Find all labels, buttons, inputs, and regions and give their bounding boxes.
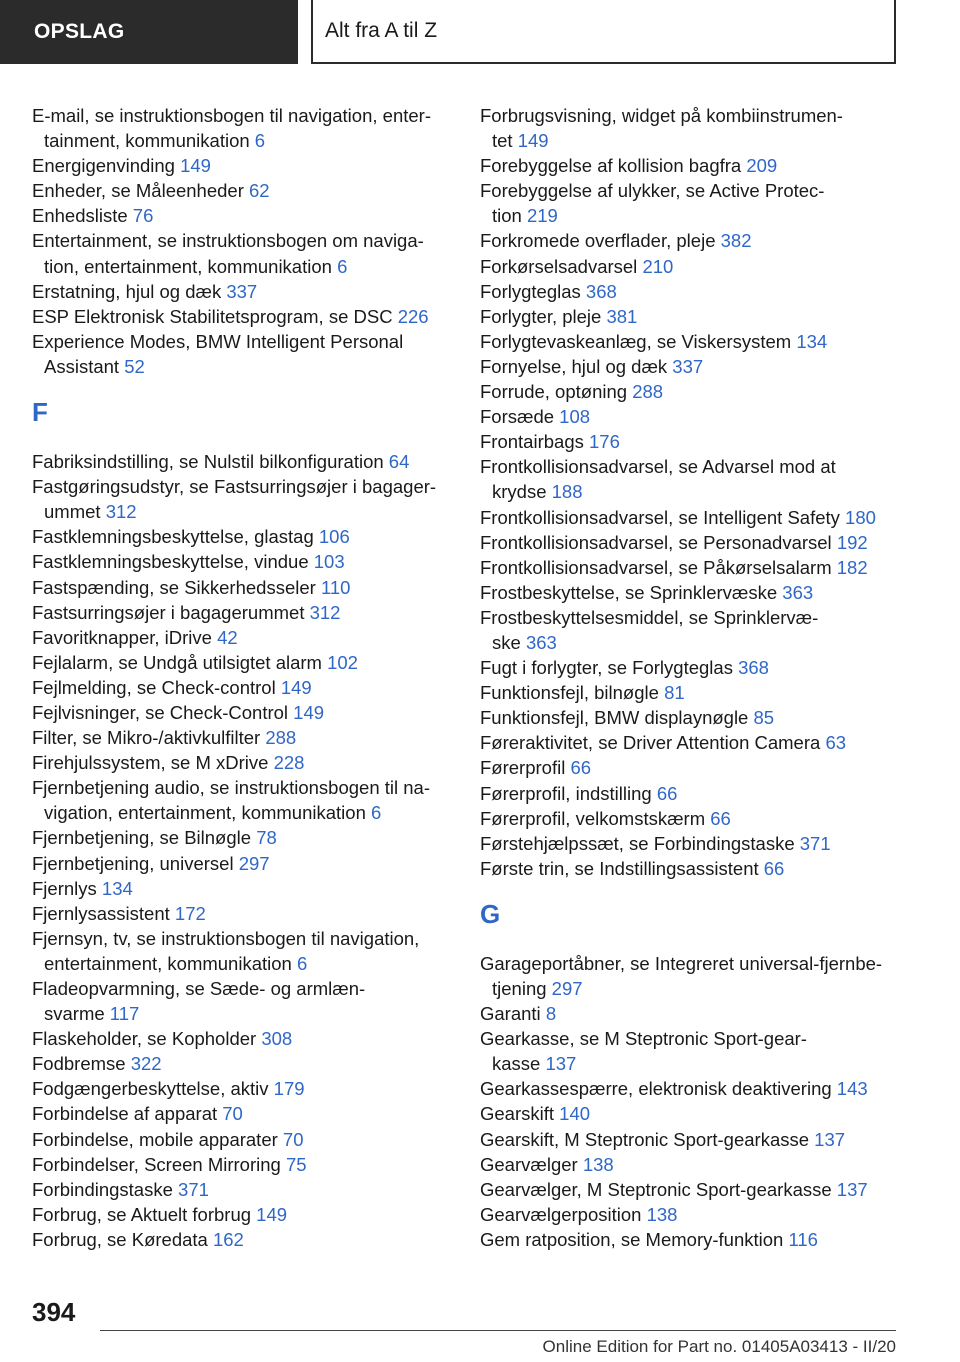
index-entry: [480, 228, 900, 253]
index-entry-text: Forbindelse af apparat: [32, 1103, 218, 1125]
page-reference-link[interactable]: 6: [371, 802, 382, 824]
index-entry: [32, 700, 452, 725]
index-entry: [32, 926, 452, 976]
index-entry-line: tjening: [492, 978, 547, 999]
page-reference-link[interactable]: 62: [249, 180, 270, 202]
index-entry-text: Gearvælgerposition: [480, 1203, 642, 1225]
page-reference-link[interactable]: 312: [105, 501, 137, 523]
index-entry-text: Førerprofil, indstilling: [480, 782, 652, 804]
index-entry: [32, 1177, 452, 1202]
index-entry-line: Frostbeskyttelsesmiddel, se Sprinklervæ-: [480, 606, 819, 628]
page-reference-link[interactable]: 308: [261, 1028, 293, 1050]
page-reference-link[interactable]: 138: [646, 1203, 678, 1225]
page-reference-link[interactable]: 188: [551, 481, 583, 503]
page-reference-link[interactable]: 209: [746, 155, 778, 177]
index-entry: [480, 153, 900, 178]
index-entry: [480, 1076, 900, 1101]
index-entry-text: Frontairbags: [480, 431, 584, 453]
index-entry-text: Enheder, se Måleenheder: [32, 180, 244, 202]
footer-divider: [100, 1330, 896, 1331]
index-entry: [32, 625, 452, 650]
page-reference-link[interactable]: 134: [796, 330, 828, 352]
page-reference-link[interactable]: 180: [845, 506, 876, 528]
index-entry: [480, 1202, 900, 1227]
page-reference-link[interactable]: 149: [293, 701, 325, 723]
index-entry-text: Første trin, se Indstillingsassistent: [480, 857, 759, 879]
index-entry-text: Forbindelse, mobile apparater: [32, 1128, 278, 1150]
page-reference-link[interactable]: 137: [545, 1053, 577, 1075]
page-reference-link[interactable]: 108: [559, 406, 591, 428]
page-reference-link[interactable]: 66: [656, 782, 678, 804]
index-entry: [32, 1076, 452, 1101]
page-reference-link[interactable]: 81: [664, 682, 685, 704]
page-reference-link[interactable]: 228: [273, 752, 305, 774]
index-column-left: [32, 103, 452, 1252]
page-reference-link[interactable]: 226: [397, 305, 429, 327]
index-entry: [32, 1152, 452, 1177]
index-entry: [480, 831, 900, 856]
index-entry: [480, 454, 900, 504]
index-entry-text: Forkørselsadvarsel: [480, 255, 638, 277]
index-entry-text: Flaskeholder, se Kopholder: [32, 1028, 257, 1050]
page-reference-link[interactable]: 149: [180, 155, 211, 177]
index-entry-text: Gem ratposition, se Memory-funktion: [480, 1228, 784, 1250]
index-entry: [480, 103, 900, 153]
index-entry-text: Forbindelser, Screen Mirroring: [32, 1153, 281, 1175]
page-reference-link[interactable]: 288: [265, 727, 297, 749]
index-entry-line: vigation, entertainment, kommunikation: [44, 802, 366, 824]
page-reference-link[interactable]: 8: [545, 1003, 557, 1025]
index-entry: [32, 725, 452, 750]
page-reference-link[interactable]: 322: [130, 1053, 162, 1075]
index-entry-text: [480, 953, 882, 999]
index-entry: [32, 524, 452, 549]
index-entry-text: [32, 230, 424, 276]
index-entry-text: Forrude, optøning: [480, 381, 628, 403]
page-reference-link[interactable]: 363: [525, 631, 557, 653]
section-title: OPSLAG: [34, 20, 125, 43]
index-entry-text: Fejlalarm, se Undgå utilsigtet alarm: [32, 651, 322, 673]
index-entry: [32, 103, 452, 153]
index-entry-line: Gearkasse, se M Steptronic Sport-gear-: [480, 1028, 807, 1050]
index-entry: [480, 605, 900, 655]
index-entry-text: Fodbremse: [32, 1053, 126, 1075]
index-entry: [480, 1001, 900, 1026]
index-entry-text: Forkromede overflader, pleje: [480, 230, 716, 252]
index-entry: [480, 354, 900, 379]
index-entry: [32, 650, 452, 675]
page-reference-link[interactable]: 182: [836, 556, 868, 578]
index-entry-line: kasse: [492, 1053, 541, 1075]
index-entry: [32, 1127, 452, 1152]
index-entry: [480, 705, 900, 730]
index-entry: [480, 951, 900, 1001]
page-reference-link[interactable]: 102: [327, 651, 358, 673]
index-entry: [32, 851, 452, 876]
index-entry: [480, 304, 900, 329]
page-reference-link[interactable]: 219: [526, 205, 558, 227]
index-entry: [480, 781, 900, 806]
index-entry-text: Førerprofil: [480, 757, 566, 779]
index-entry-line: ske: [492, 631, 521, 653]
section-tab: [0, 0, 298, 64]
index-entry-text: Gearvælger: [480, 1153, 578, 1175]
index-entry: [32, 153, 452, 178]
page-reference-link[interactable]: 381: [606, 305, 638, 327]
page-reference-link[interactable]: 42: [217, 626, 238, 648]
index-entry: [32, 901, 452, 926]
index-entry-text: Forbrug, se Aktuelt forbrug: [32, 1203, 252, 1225]
page-reference-link[interactable]: 140: [559, 1103, 591, 1125]
index-entry-line: Forbrugsvisning, widget på kombiinstrumen-: [480, 105, 843, 126]
index-entry-text: Fastklemningsbeskyttelse, vindue: [32, 551, 309, 573]
index-entry-text: Energigenvinding: [32, 155, 175, 177]
page-reference-link[interactable]: 78: [256, 827, 277, 849]
page-reference-link[interactable]: 368: [585, 280, 617, 302]
page-reference-link[interactable]: 337: [672, 355, 704, 377]
index-entry: [32, 1026, 452, 1051]
index-entry: [480, 505, 900, 530]
page-reference-link[interactable]: 368: [738, 657, 769, 679]
index-entry-text: Frontkollisionsadvarsel, se Intelligent Safety: [480, 506, 840, 528]
index-entry: [480, 279, 900, 304]
index-entry: [32, 575, 452, 600]
index-entry: [480, 580, 900, 605]
index-entry-line: Entertainment, se instruktionsbogen om naviga-: [32, 230, 424, 252]
index-entry-text: Fjernbetjening, se Bilnøgle: [32, 827, 252, 849]
index-entry-text: [32, 105, 431, 151]
index-entry-text: Fastspænding, se Sikkerhedsseler: [32, 576, 316, 598]
page-reference-link[interactable]: 66: [570, 757, 592, 779]
index-entry: [480, 1152, 900, 1177]
index-entry-line: tion: [492, 205, 522, 227]
page-title: Alt fra A til Z: [325, 19, 438, 42]
page-reference-link[interactable]: 6: [337, 255, 348, 277]
index-entry: [32, 1101, 452, 1126]
index-entry-text: Fastklemningsbeskyttelse, glastag: [32, 526, 314, 548]
index-entry-text: Fejlmelding, se Check-control: [32, 676, 276, 698]
index-entry: [32, 549, 452, 574]
page-reference-link[interactable]: 63: [825, 732, 847, 754]
index-entry-text: Gearskift: [480, 1103, 555, 1125]
index-entry: [480, 680, 900, 705]
index-entry: [480, 555, 900, 580]
index-entry: [32, 304, 452, 329]
index-entry: [480, 178, 900, 228]
page-reference-link[interactable]: 210: [642, 255, 674, 277]
page-reference-link[interactable]: 76: [132, 205, 154, 227]
index-entry: [480, 1026, 900, 1076]
index-entry-text: Fugt i forlygter, se Forlygteglas: [480, 657, 733, 679]
index-entry-text: [480, 1028, 807, 1074]
index-entry-line: Garageportåbner, se Integreret universal-fjernbe-: [480, 952, 883, 974]
page-reference-link[interactable]: 172: [174, 902, 206, 924]
page-reference-link[interactable]: 337: [226, 280, 258, 302]
page-header: [311, 0, 896, 64]
index-entry-line: entertainment, kommunikation: [44, 952, 292, 974]
index-entry-text: ESP Elektronisk Stabilitetsprogram, se DSC: [32, 305, 393, 327]
index-entry-text: Fjernbetjening, universel: [32, 852, 234, 874]
index-entry-text: Føreraktivitet, se Driver Attention Camera: [480, 732, 821, 754]
page-reference-link[interactable]: 110: [320, 576, 351, 598]
index-entry-text: Førerprofil, velkomstskærm: [480, 807, 706, 829]
index-entry: [32, 600, 452, 625]
index-entry-text: Forsæde: [480, 406, 555, 428]
index-entry-text: Gearkassespærre, elektronisk deaktivering: [480, 1078, 832, 1100]
page-reference-link[interactable]: 176: [589, 431, 620, 453]
page-reference-link[interactable]: 6: [254, 130, 266, 152]
page-reference-link[interactable]: 192: [836, 531, 868, 553]
index-entry-text: [32, 331, 403, 377]
page-reference-link[interactable]: 363: [782, 581, 814, 603]
index-entry: [32, 876, 452, 901]
index-entry-line: ummet: [44, 501, 101, 523]
index-entry-text: Førstehjælpssæt, se Forbindingstaske: [480, 832, 795, 854]
index-entry: [480, 1227, 900, 1252]
index-entry-text: Gearvælger, M Steptronic Sport-gearkasse: [480, 1178, 832, 1200]
index-entry-line: tet: [492, 130, 513, 152]
index-entry-text: [32, 928, 419, 974]
index-entry: [32, 675, 452, 700]
index-entry-text: Fejlvisninger, se Check-Control: [32, 701, 289, 723]
page-reference-link[interactable]: 179: [273, 1078, 305, 1100]
index-entry: [480, 806, 900, 831]
page-reference-link[interactable]: 312: [309, 601, 341, 623]
index-entry: [32, 1202, 452, 1227]
page-reference-link[interactable]: 138: [582, 1153, 614, 1175]
index-entry-text: [32, 978, 365, 1024]
index-entry-line: E-mail, se instruktionsbogen til navigation, enter-: [32, 105, 431, 126]
index-entry: [480, 329, 900, 354]
index-entry-text: Forbindingstaske: [32, 1178, 173, 1200]
index-entry-line: Fjernsyn, tv, se instruktionsbogen til navigation,: [32, 927, 420, 949]
index-entry: [32, 976, 452, 1026]
section-letter: G: [480, 898, 501, 929]
index-entry: [480, 254, 900, 279]
page-reference-link[interactable]: 75: [285, 1153, 307, 1175]
index-entry-text: Forlygteglas: [480, 280, 581, 302]
page-reference-link[interactable]: 149: [517, 130, 549, 152]
index-entry: [32, 825, 452, 850]
index-entry: [32, 1227, 452, 1252]
index-entry: [32, 279, 452, 304]
index-entry-text: Favoritknapper, iDrive: [32, 626, 212, 648]
index-entry-line: svarme: [44, 1003, 105, 1025]
page-reference-link[interactable]: 162: [212, 1228, 244, 1250]
index-entry: [32, 329, 452, 379]
index-entry-text: Fastsurringsøjer i bagagerummet: [32, 601, 305, 623]
page-reference-link[interactable]: 85: [753, 707, 775, 729]
index-entry: [480, 1177, 900, 1202]
index-entry-text: Erstatning, hjul og dæk: [32, 280, 222, 302]
page-reference-link[interactable]: 382: [720, 230, 752, 252]
page-reference-link[interactable]: 297: [551, 978, 583, 999]
index-entry-text: Fornyelse, hjul og dæk: [480, 355, 668, 377]
index-entry: [480, 755, 900, 780]
index-entry: [480, 404, 900, 429]
index-entry-text: Frontkollisionsadvarsel, se Personadvarsel: [480, 531, 832, 553]
index-entry-line: Forebyggelse af ulykker, se Active Protec-: [480, 180, 825, 202]
index-entry-text: Firehjulssystem, se M xDrive: [32, 752, 269, 774]
index-entry-text: Frostbeskyttelse, se Sprinklervæske: [480, 581, 778, 603]
index-entry: [32, 203, 452, 228]
index-entry-line: krydse: [492, 481, 547, 503]
index-entry-line: tion, entertainment, kommunikation: [44, 255, 332, 277]
index-entry: [32, 474, 452, 524]
index-entry-line: Frontkollisionsadvarsel, se Advarsel mod at: [480, 456, 836, 478]
page-reference-link[interactable]: 149: [256, 1203, 288, 1225]
index-entry: [480, 1101, 900, 1126]
footer-edition: Online Edition for Part no. 01405A03413 - II/20: [542, 1337, 896, 1356]
page-reference-link[interactable]: 64: [388, 451, 410, 473]
index-entry: [480, 379, 900, 404]
page-reference-link[interactable]: 66: [710, 807, 731, 829]
page-reference-link[interactable]: 66: [763, 857, 785, 879]
index-entry-line: tainment, kommunikation: [44, 130, 250, 152]
index-entry-text: Forlygter, pleje: [480, 305, 602, 327]
index-entry-text: Funktionsfejl, BMW displaynøgle: [480, 707, 749, 729]
page-reference-link[interactable]: 117: [109, 1003, 140, 1025]
index-entry-line: Fjernbetjening audio, se instruktionsbogen til na-: [32, 777, 430, 799]
index-entry: [480, 1127, 900, 1152]
index-column-right: [480, 103, 900, 1252]
page-reference-link[interactable]: 134: [101, 877, 133, 899]
index-entry-text: Enhedsliste: [32, 205, 128, 227]
index-entry: [480, 655, 900, 680]
index-entry-text: Fjernlys: [32, 877, 97, 899]
index-entry-text: [32, 476, 436, 522]
index-entry-line: Fladeopvarmning, se Sæde- og armlæn-: [32, 978, 366, 999]
page-reference-link[interactable]: 288: [632, 381, 664, 403]
index-entry-line: Assistant: [44, 355, 120, 377]
index-entry-line: Experience Modes, BMW Intelligent Personal: [32, 330, 404, 352]
page-reference-link[interactable]: 52: [124, 355, 145, 377]
index-entry-text: Forebyggelse af kollision bagfra: [480, 155, 742, 177]
index-entry-text: Funktionsfejl, bilnøgle: [480, 682, 659, 704]
page-reference-link[interactable]: 70: [282, 1128, 304, 1150]
page-reference-link[interactable]: 149: [280, 676, 312, 698]
page-reference-link[interactable]: 137: [814, 1128, 846, 1150]
page-reference-link[interactable]: 371: [799, 832, 831, 854]
page-reference-link[interactable]: 137: [836, 1178, 868, 1200]
index-entry-text: Garanti: [480, 1003, 541, 1025]
index-entry-text: Forbrug, se Køredata: [32, 1228, 208, 1250]
page-reference-link[interactable]: 143: [836, 1078, 868, 1100]
index-entry-text: Filter, se Mikro-/aktivkulfilter: [32, 727, 261, 749]
index-entry: [32, 228, 452, 278]
index-entry: [32, 750, 452, 775]
index-entry: [480, 429, 900, 454]
page-reference-link[interactable]: 70: [222, 1103, 243, 1125]
page-reference-link[interactable]: 297: [238, 852, 270, 874]
page-reference-link[interactable]: 116: [788, 1228, 818, 1250]
index-entry: [480, 530, 900, 555]
page-reference-link[interactable]: 371: [178, 1178, 209, 1200]
index-entry-text: [480, 456, 836, 502]
index-entry-text: Forlygtevaskeanlæg, se Viskersystem: [480, 330, 792, 352]
page-number: 394: [32, 1297, 76, 1327]
index-entry: [32, 1051, 452, 1076]
index-entry-text: Fabriksindstilling, se Nulstil bilkonfiguration: [32, 451, 384, 473]
page-reference-link[interactable]: 106: [318, 526, 350, 548]
index-entry-text: Gearskift, M Steptronic Sport-gearkasse: [480, 1128, 810, 1150]
index-entry: [32, 178, 452, 203]
index-entry: [480, 856, 900, 881]
index-entry-text: Frontkollisionsadvarsel, se Påkørselsalarm: [480, 556, 832, 578]
index-entry: [480, 730, 900, 755]
section-letter: F: [32, 397, 48, 428]
index-entry-text: Fjernlysassistent: [32, 902, 170, 924]
index-entry: [32, 449, 452, 474]
index-entry: [32, 775, 452, 825]
index-entry-text: Fodgængerbeskyttelse, aktiv: [32, 1078, 269, 1100]
page-reference-link[interactable]: 6: [296, 952, 308, 974]
index-entry-line: Fastgøringsudstyr, se Fastsurringsøjer i bagager-: [32, 476, 437, 498]
page-reference-link[interactable]: 103: [313, 551, 345, 573]
